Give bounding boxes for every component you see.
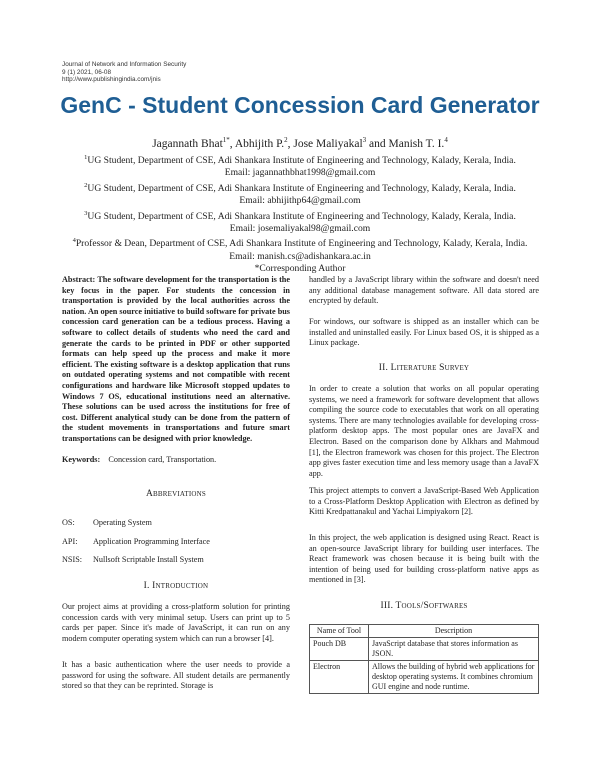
literature-paragraph-1: In order to create a solution that works on all popular operating systems, we need a framework for software development that allows compiling the source code to executables that work on all operating systems. There are many technologies available for developing cross-platform desktop apps. The most popular ones are JavaFX and Electron. Based on the comparison done by Alkhars and Mahmoud [1], the Electron framework was chosen for this project. The Electron app gives faster execution time and less memory usage than a JavaFX app. [309, 384, 539, 478]
literature-paragraph-3: In this project, the web application is designed using React. React is an open-source JavaScript library for building user interfaces. The React framework was chosen because it is being built with the intention of being used for building cross-platform native apps as mentioned in [3]. [309, 533, 539, 585]
journal-header [62, 61, 186, 84]
author-4: and Manish T. I. [366, 137, 445, 150]
tools-table-wrapper [309, 624, 539, 694]
abstract-text: The software development for the transportation is the key focus in the paper. For students the concession in transportation is provided by the local authorities across the nation. An open source initiative to build software for private bus concession card generation can be a tedious process. Having a software to collect details of students who need the card and generate the cards to be printed in PDF or other supported formats can help speed up the process and make it more efficient. The existing software is a desktop application that runs on outdated operating systems and not compatible with recent configurations and hardware like Microsoft stopped updates to Windows 7 OS, educational institutions need an alternative. These solutions can be used across the institutions for free of cost. Different analytical study can be done from the pattern of the student movements in transportations and future smart transportations can be designed with prior knowledge. [62, 275, 290, 443]
author-2: , Abhijith P. [229, 137, 285, 150]
affiliation-2: $^2$UG Student, Department of CSE, Adi Shankara Institute of Engineering and Technology, Kalady, Kerala, India. [84, 181, 516, 194]
abbreviation-row: NSIS: Nullsoft Scriptable Install System [62, 555, 204, 564]
table-cell: Pouch DB [310, 638, 369, 661]
table-row [310, 638, 539, 661]
author-list [0, 136, 600, 150]
journal-issue: 9 (1) 2021, 06-08 [62, 68, 112, 76]
keywords-label: Keywords: [62, 455, 101, 464]
author-4-sup: 4 [444, 136, 448, 144]
right-paragraph-1: handled by a JavaScript library within the software and doesn't need any additional database management software. All data stored are encrypted by default. [309, 275, 539, 306]
affiliation-4-email: Email: manish.cs@adishankara.ac.in [229, 250, 371, 262]
table-cell: Electron [310, 661, 369, 694]
author-3: , Jose Maliyakal [287, 137, 363, 150]
abstract-label: Abstract: [62, 275, 96, 284]
affiliation-3: $^3$UG Student, Department of CSE, Adi Shankara Institute of Engineering and Technology, Kalady, Kerala, India. [84, 209, 516, 222]
table-header-cell: Name of Tool [310, 625, 369, 638]
abstract [62, 275, 290, 445]
intro-heading: I. Introduction [143, 581, 209, 591]
right-paragraph-2: For windows, our software is shipped as an installer which can be installed and uninstalled easily. For Linux based OS, it is shipped as a Linux package. [309, 317, 539, 348]
paper-title: GenC - Student Concession Card Generator [60, 92, 540, 118]
keywords-text: Concession card, Transportation. [108, 455, 217, 464]
affiliation-1: $^1$UG Student, Department of CSE, Adi Shankara Institute of Engineering and Technology, Kalady, Kerala, India. [84, 154, 516, 167]
table-row [310, 661, 539, 694]
affiliations [0, 152, 600, 275]
intro-paragraph-1: Our project aims at providing a cross-platform solution for printing concession cards with very minimal setup. Users can print up to 5 cards per paper. Since it's made of JavaScript, it can run on any modern computer operating system which can run a browser [4]. [62, 602, 290, 643]
literature-paragraph-2: This project attempts to convert a JavaScript-Based Web Application to a Cross-Platform Desktop Application with Electron as defined by Kitti Kredpattanakul and Yachai Limpiyakorn [2]. [309, 486, 539, 517]
journal-name: Journal of Network and Information Security [62, 61, 187, 68]
table-header-row [310, 625, 539, 638]
affiliation-3-email: Email: josemaliyakal98@gmail.com [229, 223, 371, 235]
abbreviation-row: API: Application Programming Interface [62, 537, 210, 546]
literature-survey-heading: II. Literature Survey [378, 363, 470, 373]
affiliation-4: $^4$Professor & Dean, Department of CSE, Adi Shankara Institute of Engineering and Technology, Kalady, Kerala, India. [72, 237, 528, 250]
affiliation-2-email: Email: abhijithp64@gmail.com [239, 195, 361, 207]
corresponding-author: *Corresponding Author [254, 263, 346, 275]
author-2-sup: 2 [284, 136, 288, 144]
table-cell: Allows the building of hybrid web applications for desktop operating systems. It combines chromium GUI engine and node runtime. [369, 661, 539, 694]
author-3-sup: 3 [362, 136, 367, 144]
table-header-cell: Description [369, 625, 539, 638]
intro-paragraph-2: It has a basic authentication where the user needs to provide a password for using the software. All student details are permanently stored so that they can be reprinted. Storage is [62, 660, 290, 691]
abbreviations-heading: Abbreviations [145, 489, 207, 499]
abbreviation-row: OS: Operating System [62, 518, 152, 527]
author-1: Jagannath Bhat [152, 137, 223, 150]
author-1-sup: 1* [222, 136, 230, 144]
tools-heading: III. Tools/Softwares [380, 601, 468, 611]
table-cell: JavaScript database that stores information as JSON. [369, 638, 539, 661]
journal-url[interactable]: http://www.publishingindia.com/jnis [62, 76, 161, 84]
affiliation-1-email: Email: jagannathbhat1998@gmail.com [224, 167, 376, 179]
tools-table [309, 624, 539, 694]
keywords [62, 455, 290, 466]
